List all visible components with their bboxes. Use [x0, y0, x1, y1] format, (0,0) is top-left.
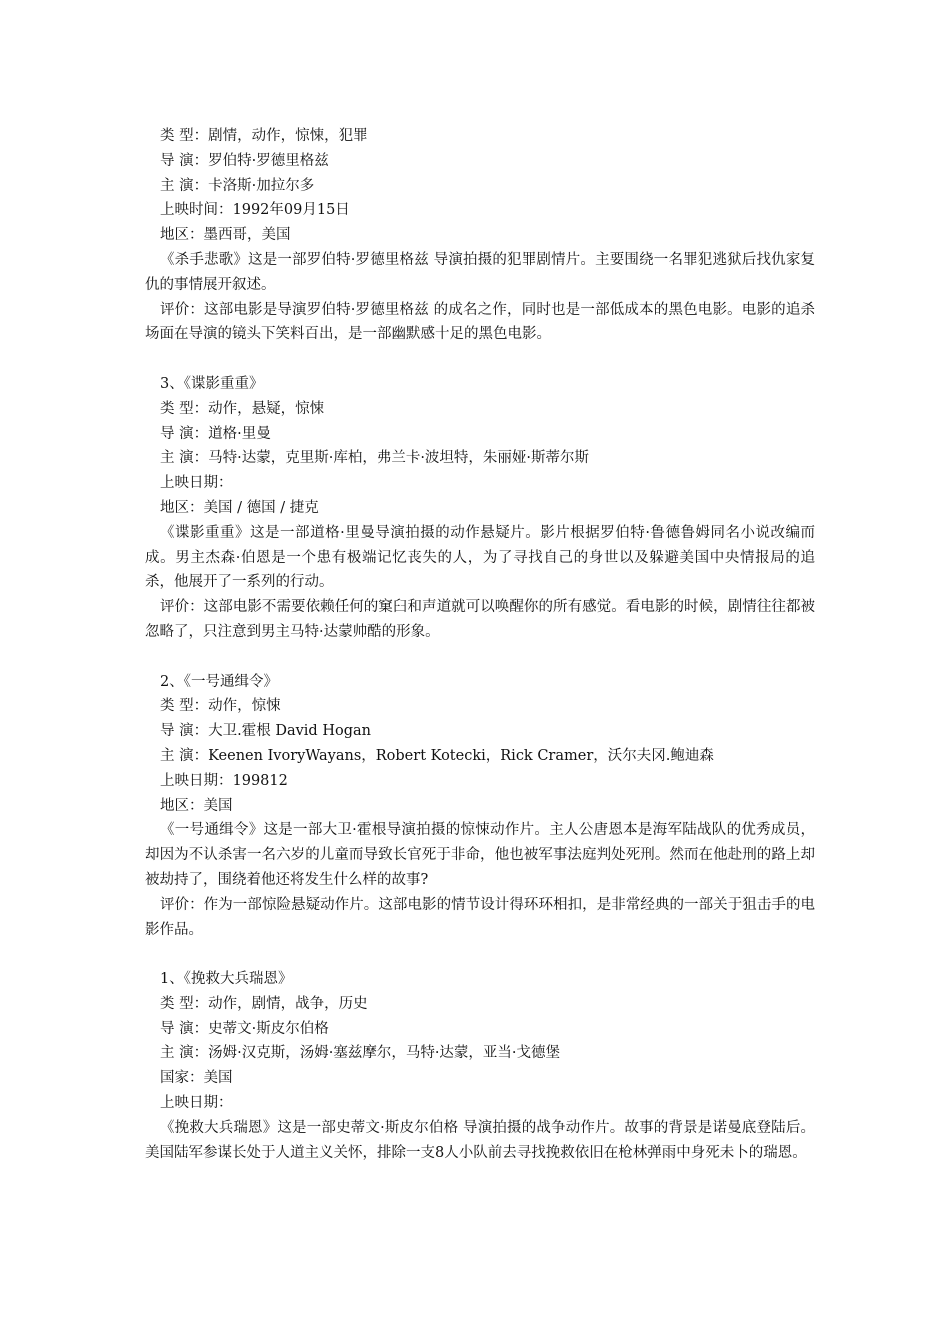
release-date-line: 上映日期：: [160, 475, 233, 492]
region-line: 地区：墨西哥，美国: [160, 227, 291, 244]
synopsis-paragraph: 《杀手悲歌》这是一部罗伯特·罗德里格兹 导演拍摄的犯罪剧情片。主要围绕一名罪犯逃狱后找仇家复仇的事情展开叙述。: [145, 251, 815, 293]
release-date-line: 上映时间：1992年09月15日: [160, 202, 350, 219]
genre-line: 类 型：剧情，动作，惊悚，犯罪: [160, 128, 368, 144]
director-line: 导 演：大卫.霍根 David Hogan: [160, 723, 371, 740]
release-date-line: 上映日期：199812: [160, 772, 288, 789]
cast-line: 主 演：汤姆·汉克斯，汤姆·塞兹摩尔，马特·达蒙，亚当·戈德堡: [160, 1045, 561, 1062]
movie-section-2: [145, 670, 815, 943]
synopsis-paragraph: 《谍影重重》这是一部道格·里曼导演拍摄的动作悬疑片。影片根据罗伯特·鲁德鲁姆同名小说改编而成。男主杰森·伯恩是一个患有极端记忆丧失的人，为了寻找自己的身世以及躲避美国中央情报局的追杀，他展开了一系列的行动。: [145, 524, 815, 591]
movie-section-3: [145, 372, 815, 645]
document-page: [145, 124, 815, 1165]
director-line: 导 演：道格·里曼: [160, 425, 271, 442]
section-heading: 2、《一号通缉令》: [160, 673, 278, 690]
genre-line: 类 型：动作，剧情，战争，历史: [160, 995, 368, 1012]
movie-section-4: [145, 124, 815, 347]
director-line: 导 演：史蒂文·斯皮尔伯格: [160, 1020, 329, 1037]
genre-line: 类 型：动作，惊悚: [160, 698, 281, 715]
release-date-line: 上映日期：: [160, 1095, 233, 1112]
synopsis-paragraph: 《挽救大兵瑞恩》这是一部史蒂文·斯皮尔伯格 导演拍摄的战争动作片。故事的背景是诺曼底登陆后。美国陆军参谋长处于人道主义关怀，排除一支8人小队前去寻找挽救依旧在枪林弹雨中身死未卜的瑞恩。: [145, 1119, 815, 1161]
region-line: 地区：美国: [160, 797, 233, 814]
section-gap: [145, 645, 815, 670]
review-paragraph: 评价：这部电影是导演罗伯特·罗德里格兹 的成名之作，同时也是一部低成本的黑色电影。电影的追杀场面在导演的镜头下笑料百出，是一部幽默感十足的黑色电影。: [145, 301, 815, 343]
country-line: 国家：美国: [160, 1070, 233, 1087]
region-line: 地区：美国 / 德国 / 捷克: [160, 499, 319, 516]
section-heading: 3、《谍影重重》: [160, 375, 264, 392]
cast-line: 主 演：卡洛斯·加拉尔多: [160, 177, 315, 194]
cast-line: 主 演：Keenen IvoryWayans，Robert Kotecki，Rick Cramer，沃尔夫冈.鲍迪森: [160, 747, 714, 764]
synopsis-paragraph: 《一号通缉令》这是一部大卫·霍根导演拍摄的惊悚动作片。主人公唐恩本是海军陆战队的优秀成员，却因为不认杀害一名六岁的儿童而导致长官死于非命，他也被军事法庭判处死刑。然而在他赴刑的路上却被劫持了，围绕着他还将发生什么样的故事?: [145, 822, 815, 888]
cast-line: 主 演：马特·达蒙，克里斯·库柏，弗兰卡·波坦特，朱丽娅·斯蒂尔斯: [160, 450, 590, 467]
section-gap: [145, 942, 815, 967]
review-paragraph: 评价：这部电影不需要依赖任何的窠臼和声道就可以唤醒你的所有感觉。看电影的时候，剧情往往都被忽略了，只注意到男主马特·达蒙帅酷的形象。: [145, 599, 815, 640]
section-gap: [145, 347, 815, 372]
director-line: 导 演：罗伯特·罗德里格兹: [160, 152, 329, 169]
section-heading: 1、《挽救大兵瑞恩》: [160, 971, 293, 988]
genre-line: 类 型：动作，悬疑，惊悚: [160, 400, 325, 417]
movie-section-1: [145, 967, 815, 1165]
review-paragraph: 评价：作为一部惊险悬疑动作片。这部电影的情节设计得环环相扣，是非常经典的一部关于狙击手的电影作品。: [145, 896, 815, 938]
